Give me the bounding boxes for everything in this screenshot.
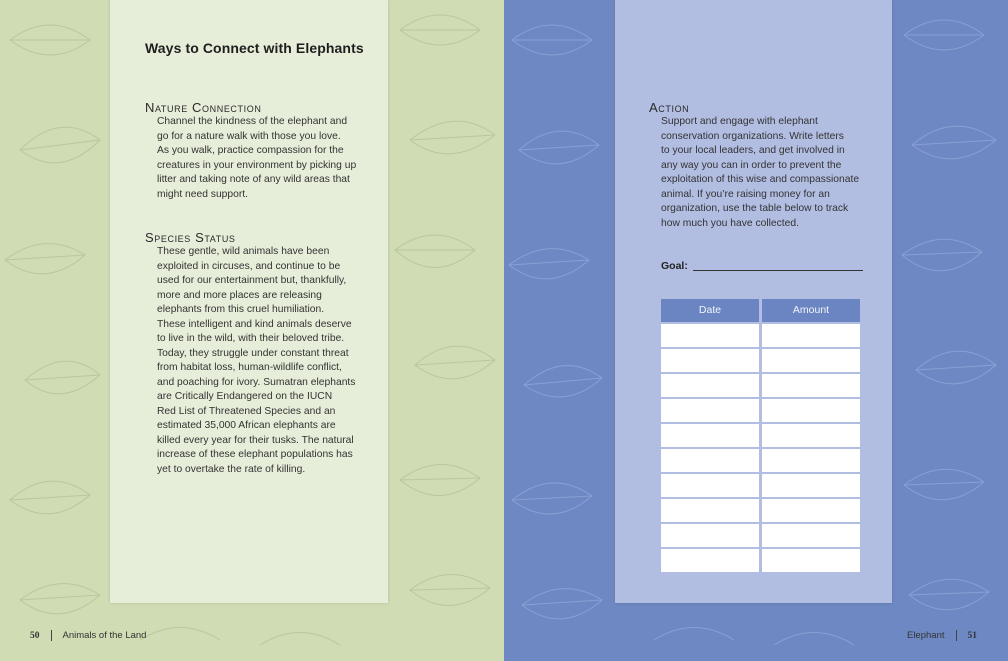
amount-cell: [762, 374, 860, 397]
footer-right: [907, 630, 977, 641]
footer-divider: [51, 630, 52, 641]
text-line: killed every year for their tusks. The natural: [157, 434, 354, 446]
section-heading-action: Action: [649, 100, 690, 115]
text-line: any way you can in order to prevent the: [661, 159, 842, 171]
column-header-amount: Amount: [762, 299, 860, 322]
text-line: go for a nature walk with those you love.: [157, 130, 341, 142]
page-number-right: 51: [967, 630, 977, 641]
text-line: litter and taking note of any wild areas that: [157, 174, 350, 185]
table-row: [661, 474, 861, 497]
section-body-action: [661, 115, 876, 231]
text-line: elephants from this cruel humiliation.: [157, 304, 325, 315]
text-line: animal. If you’re raising money for an: [661, 188, 830, 200]
footer-left: [30, 630, 146, 641]
section-heading-nature-connection: Nature Connection: [145, 100, 262, 115]
text-line: and poaching for ivory. Sumatran elephants: [157, 376, 356, 388]
date-cell: [661, 324, 759, 347]
table-row: [661, 449, 861, 472]
table-row: [661, 549, 861, 572]
section-body-nature-connection: [157, 115, 372, 202]
amount-cell: [762, 424, 860, 447]
text-line: from habitat loss, human-wildlife conflict,: [157, 362, 342, 373]
column-header-date: Date: [661, 299, 759, 322]
page-number-left: 50: [30, 630, 40, 641]
amount-cell: [762, 524, 860, 547]
text-line: conservation organizations. Write letters: [661, 130, 844, 142]
goal-label: Goal:: [661, 260, 688, 272]
amount-cell: [762, 449, 860, 472]
date-cell: [661, 474, 759, 497]
date-cell: [661, 399, 759, 422]
text-line: Red List of Threatened Species and an: [157, 405, 336, 417]
text-line: increase of these elephant populations has: [157, 449, 353, 460]
page-title: Ways to Connect with Elephants: [145, 40, 364, 56]
table-row: [661, 399, 861, 422]
date-cell: [661, 449, 759, 472]
date-cell: [661, 499, 759, 522]
text-line: more and more places are releasing: [157, 289, 322, 301]
text-line: estimated 35,000 African elephants are: [157, 420, 336, 431]
text-line: yet to overtake the rate of killing.: [157, 463, 306, 475]
left-content-panel: [110, 0, 388, 603]
table-header-row: [661, 299, 861, 322]
running-head-right: Elephant: [906, 630, 945, 641]
table-row: [661, 374, 861, 397]
table-row: [661, 499, 861, 522]
text-line: might need support.: [157, 188, 249, 200]
text-line: are Critically Endangered on the IUCN: [157, 391, 333, 402]
running-head-left: Animals of the Land: [62, 630, 147, 641]
table-row: [661, 524, 861, 547]
text-line: These intelligent and kind animals deserve: [157, 318, 352, 330]
text-line: exploited in circuses, and continue to be: [157, 260, 341, 272]
text-line: Support and engage with elephant: [661, 116, 818, 127]
table-row: [661, 349, 861, 372]
table-row: [661, 324, 861, 347]
text-line: used for our entertainment but, thankfully,: [157, 275, 347, 286]
right-page: [504, 0, 1008, 661]
goal-fill-line: [693, 270, 863, 271]
text-line: Today, they struggle under constant threat: [157, 347, 349, 359]
amount-cell: [762, 324, 860, 347]
section-heading-species-status: Species Status: [145, 230, 236, 245]
text-line: organization, use the table below to track: [661, 203, 849, 214]
amount-cell: [762, 474, 860, 497]
footer-divider: [956, 630, 957, 641]
text-line: to your local leaders, and get involved in: [661, 145, 845, 156]
amount-cell: [762, 399, 860, 422]
text-line: exploitation of this wise and compassionate: [661, 174, 860, 185]
date-cell: [661, 549, 759, 572]
section-body-species-status: [157, 245, 372, 477]
text-line: Channel the kindness of the elephant and: [157, 116, 348, 127]
amount-cell: [762, 349, 860, 372]
text-line: As you walk, practice compassion for the: [157, 145, 344, 156]
amount-cell: [762, 499, 860, 522]
right-content-panel: [615, 0, 892, 603]
text-line: These gentle, wild animals have been: [157, 246, 330, 257]
table-row: [661, 424, 861, 447]
amount-cell: [762, 549, 860, 572]
date-cell: [661, 424, 759, 447]
text-line: to live in the wild, with their beloved tribe.: [157, 333, 345, 344]
text-line: creatures in your environment by picking up: [157, 159, 357, 171]
date-cell: [661, 374, 759, 397]
date-cell: [661, 524, 759, 547]
donation-tracker-table: [661, 299, 861, 572]
date-cell: [661, 349, 759, 372]
text-line: how much you have collected.: [661, 217, 799, 229]
